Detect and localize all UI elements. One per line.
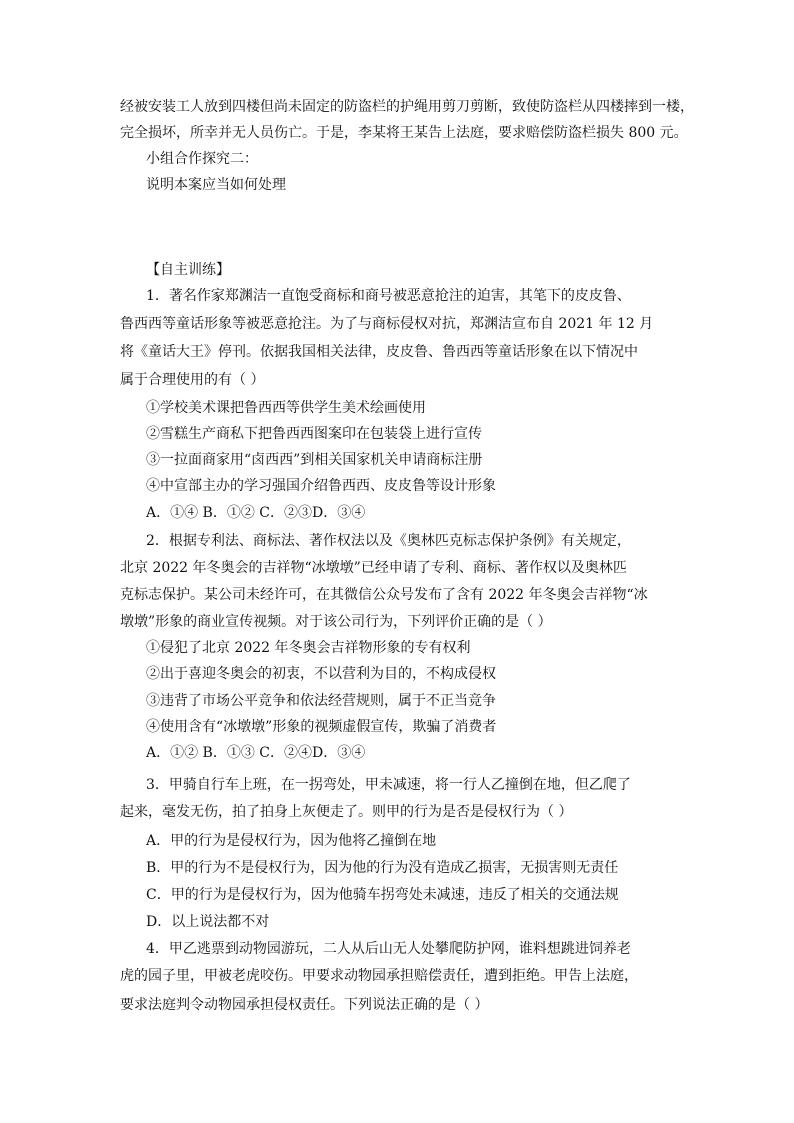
question-4-stem: 虎的园子里，甲被老虎咬伤。甲要求动物园承担赔偿责任，遭到拒绝。甲告上法庭， bbox=[120, 968, 638, 984]
question-3-option: C．甲的行为是侵权行为，因为他骑车拐弯处未减速，违反了相关的交通法规 bbox=[146, 887, 619, 903]
question-1-options: A．①④ B．①② C．②③D．③④ bbox=[146, 505, 366, 521]
group-task-label: 小组合作探究二： bbox=[146, 151, 258, 167]
question-1-item: ④中宣部主办的学习强国介绍鲁西西、皮皮鲁等设计形象 bbox=[146, 478, 496, 494]
question-2-stem: 北京 2022 年冬奥会的吉祥物“冰墩墩”已经申请了专利、商标、著作权以及奥林匹 bbox=[120, 560, 627, 576]
question-1-item: ②雪糕生产商私下把鲁西西图案印在包装袋上进行宣传 bbox=[146, 426, 482, 442]
question-2-item: ④使用含有“冰墩墩”形象的视频虚假宣传，欺骗了消费者 bbox=[146, 719, 497, 735]
question-2-item: ①侵犯了北京 2022 年冬奥会吉祥物形象的专有权利 bbox=[146, 640, 471, 656]
group-task-prompt: 说明本案应当如何处理 bbox=[146, 177, 286, 193]
question-2-item: ③违背了市场公平竞争和依法经营规则，属于不正当竞争 bbox=[146, 693, 496, 709]
question-4-stem: 4．甲乙逃票到动物园游玩，二人从后山无人处攀爬防护网，谁料想跳进饲养老 bbox=[146, 941, 631, 957]
question-3-option: A．甲的行为是侵权行为，因为他将乙撞倒在地 bbox=[146, 833, 437, 849]
question-1-stem: 1．著名作家郑渊洁一直饱受商标和商号被恶意抢注的迫害，其笔下的皮皮鲁、 bbox=[146, 288, 631, 304]
question-1-stem: 属于合理使用的有（ ） bbox=[120, 372, 265, 388]
section-heading: 【自主训练】 bbox=[146, 262, 230, 278]
question-2-stem: 克标志保护。某公司未经许可，在其微信公众号发布了含有 2022 年冬奥会吉祥物“冰 bbox=[120, 587, 648, 603]
question-2-options: A．①② B．①③ C．②④D．③④ bbox=[146, 745, 366, 761]
question-1-item: ③一拉面商家用“卤西西”到相关国家机关申请商标注册 bbox=[146, 452, 483, 468]
question-3-option: D．以上说法都不对 bbox=[146, 914, 270, 930]
question-3-stem: 3．甲骑自行车上班，在一拐弯处，甲未减速，将一行人乙撞倒在地，但乙爬了 bbox=[146, 777, 631, 793]
question-4-stem: 要求法庭判令动物园承担侵权责任。下列说法正确的是（ ） bbox=[120, 997, 489, 1013]
question-1-stem: 将《童话大王》停刊。依据我国相关法律，皮皮鲁、鲁西西等童话形象在以下情况中 bbox=[120, 344, 638, 360]
question-2-stem: 墩墩”形象的商业宣传视频。对于该公司行为，下列评价正确的是（ ） bbox=[120, 614, 552, 630]
case-text-line: 经被安装工人放到四楼但尚未固定的防盗栏的护绳用剪刀剪断，致使防盗栏从四楼摔到一楼， bbox=[120, 99, 694, 115]
question-2-stem: 2．根据专利法、商标法、著作权法以及《奥林匹克标志保护条例》有关规定， bbox=[146, 533, 631, 549]
case-text-line: 完全损坏，所幸并无人员伤亡。于是，李某将王某告上法庭，要求赔偿防盗栏损失 800 元。 bbox=[120, 125, 688, 141]
question-2-item: ②出于喜迎冬奥会的初衷，不以营利为目的，不构成侵权 bbox=[146, 666, 496, 682]
question-3-option: B．甲的行为不是侵权行为，因为他的行为没有造成乙损害，无损害则无责任 bbox=[146, 860, 619, 876]
question-1-item: ①学校美术课把鲁西西等供学生美术绘画使用 bbox=[146, 400, 426, 416]
question-1-stem: 鲁西西等童话形象等被恶意抢注。为了与商标侵权对抗，郑渊洁宣布自 2021 年 12 月 bbox=[120, 316, 654, 332]
question-3-stem: 起来，毫发无伤，拍了拍身上灰便走了。则甲的行为是否是侵权行为（ ） bbox=[120, 804, 573, 820]
